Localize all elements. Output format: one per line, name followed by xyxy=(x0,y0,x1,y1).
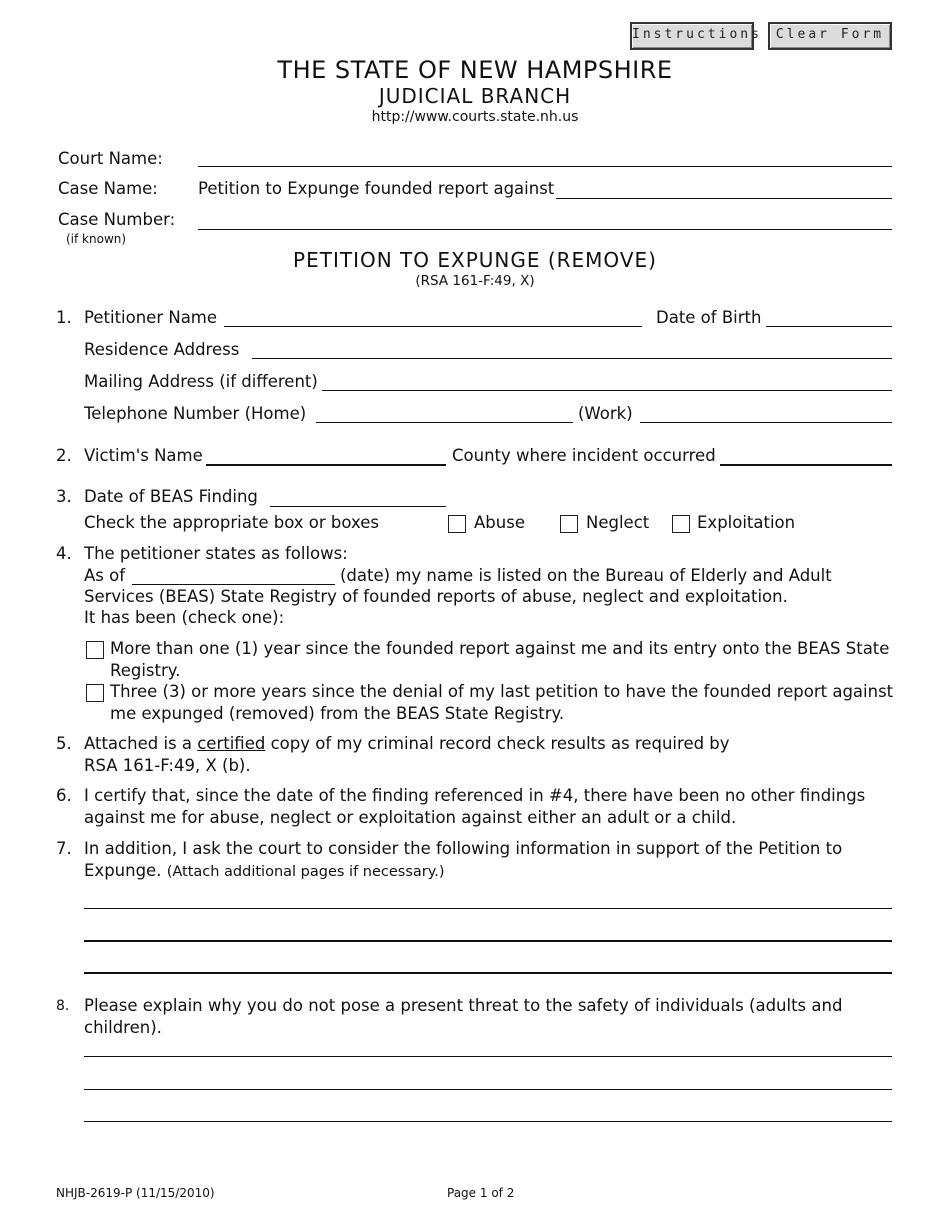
mailing-field[interactable] xyxy=(322,390,892,391)
option-three-years-text-cont: me expunged (removed) from the BEAS State Registry. xyxy=(110,704,565,723)
exploitation-checkbox[interactable] xyxy=(672,515,690,533)
section-8-line1: Please explain why you do not pose a present threat to the safety of individuals (adults and xyxy=(84,996,843,1015)
residence-field[interactable] xyxy=(252,358,892,359)
county-field[interactable] xyxy=(720,464,892,466)
section-4-intro: The petitioner states as follows: xyxy=(84,544,348,563)
court-name-field[interactable] xyxy=(198,166,892,167)
section-7-number: 7. xyxy=(56,839,72,858)
section-5-number: 5. xyxy=(56,734,72,753)
section-8-answer-line-2[interactable] xyxy=(84,1089,892,1090)
section-5-post: copy of my criminal record check results as required by xyxy=(270,734,730,753)
victim-field[interactable] xyxy=(206,464,446,466)
case-name-prefill: Petition to Expunge founded report against xyxy=(198,179,555,198)
abuse-label: Abuse xyxy=(474,513,525,532)
case-name-label: Case Name: xyxy=(58,179,158,198)
mailing-label: Mailing Address (if different) xyxy=(84,372,318,391)
case-number-label: Case Number: xyxy=(58,210,176,229)
section-5-certified: certified xyxy=(197,734,266,753)
section-1-number: 1. xyxy=(56,308,72,327)
section-5-line2: RSA 161-F:49, X (b). xyxy=(84,756,251,775)
as-of-date-field[interactable] xyxy=(132,584,335,585)
section-8-line2: children). xyxy=(84,1018,162,1037)
section-4-number: 4. xyxy=(56,544,72,563)
phone-home-label: Telephone Number (Home) xyxy=(84,404,307,423)
section-4-line2: Services (BEAS) State Registry of founded reports of abuse, neglect and exploitation. xyxy=(84,587,788,606)
case-number-field[interactable] xyxy=(198,229,892,230)
beas-finding-label: Date of BEAS Finding xyxy=(84,487,258,506)
section-7-note: (Attach additional pages if necessary.) xyxy=(166,864,445,880)
section-3-number: 3. xyxy=(56,487,72,506)
form-statute: (RSA 161-F:49, X) xyxy=(415,273,535,289)
option-three-years-checkbox[interactable] xyxy=(86,684,104,702)
dob-field[interactable] xyxy=(766,326,892,327)
phone-work-label: (Work) xyxy=(578,404,633,423)
option-one-year-text: More than one (1) year since the founded report against me and its entry onto the BEAS State xyxy=(110,639,890,658)
section-7-answer-line-2[interactable] xyxy=(84,940,892,942)
section-6-number: 6. xyxy=(56,786,72,805)
section-5-line1 xyxy=(84,734,730,753)
court-url: http://www.courts.state.nh.us xyxy=(371,109,579,125)
neglect-checkbox[interactable] xyxy=(560,515,578,533)
section-4-line3: It has been (check one): xyxy=(84,608,285,627)
beas-finding-field[interactable] xyxy=(270,506,446,507)
as-of-date-text: (date) my name is listed on the Bureau of Elderly and Adult xyxy=(340,566,832,585)
section-7-answer-line-3[interactable] xyxy=(84,972,892,974)
section-6-line2: against me for abuse, neglect or exploitation against either an adult or a child. xyxy=(84,808,737,827)
option-three-years-text: Three (3) or more years since the denial of my last petition to have the founded report against xyxy=(110,682,894,701)
branch-title: JUDICIAL BRANCH xyxy=(378,84,572,108)
victim-label: Victim's Name xyxy=(84,446,203,465)
check-boxes-label: Check the appropriate box or boxes xyxy=(84,513,379,532)
instructions-button[interactable]: Instructions xyxy=(630,22,754,50)
phone-work-field[interactable] xyxy=(640,422,892,423)
as-of-label: As of xyxy=(84,566,126,585)
neglect-label: Neglect xyxy=(586,513,650,532)
page-number: Page 1 of 2 xyxy=(447,1186,515,1200)
form-title: PETITION TO EXPUNGE (REMOVE) xyxy=(293,248,657,272)
form-id: NHJB-2619-P (11/15/2010) xyxy=(56,1186,215,1200)
abuse-checkbox[interactable] xyxy=(448,515,466,533)
section-5-pre: Attached is a xyxy=(84,734,192,753)
dob-label: Date of Birth xyxy=(656,308,762,327)
option-one-year-checkbox[interactable] xyxy=(86,641,104,659)
clear-form-button[interactable]: Clear Form xyxy=(768,22,892,50)
petitioner-name-label: Petitioner Name xyxy=(84,308,218,327)
state-title: THE STATE OF NEW HAMPSHIRE xyxy=(277,56,673,84)
case-number-note: (if known) xyxy=(66,232,127,246)
option-one-year-text-cont: Registry. xyxy=(110,661,181,680)
case-name-field[interactable] xyxy=(556,198,892,199)
section-8-answer-line-3[interactable] xyxy=(84,1121,892,1122)
section-2-number: 2. xyxy=(56,446,72,465)
section-7-expunge: Expunge. xyxy=(84,861,162,880)
exploitation-label: Exploitation xyxy=(697,513,796,532)
section-6-line1: I certify that, since the date of the finding referenced in #4, there have been no other findings xyxy=(84,786,866,805)
section-8-answer-line-1[interactable] xyxy=(84,1056,892,1057)
court-name-label: Court Name: xyxy=(58,149,163,168)
section-7-line2 xyxy=(84,861,445,880)
petitioner-name-field[interactable] xyxy=(224,326,642,327)
phone-home-field[interactable] xyxy=(316,422,573,423)
section-7-line1: In addition, I ask the court to consider the following information in support of the Petition to xyxy=(84,839,843,858)
section-8-number: 8. xyxy=(56,998,70,1014)
section-7-answer-line-1[interactable] xyxy=(84,908,892,909)
county-label: County where incident occurred xyxy=(452,446,716,465)
residence-label: Residence Address xyxy=(84,340,240,359)
